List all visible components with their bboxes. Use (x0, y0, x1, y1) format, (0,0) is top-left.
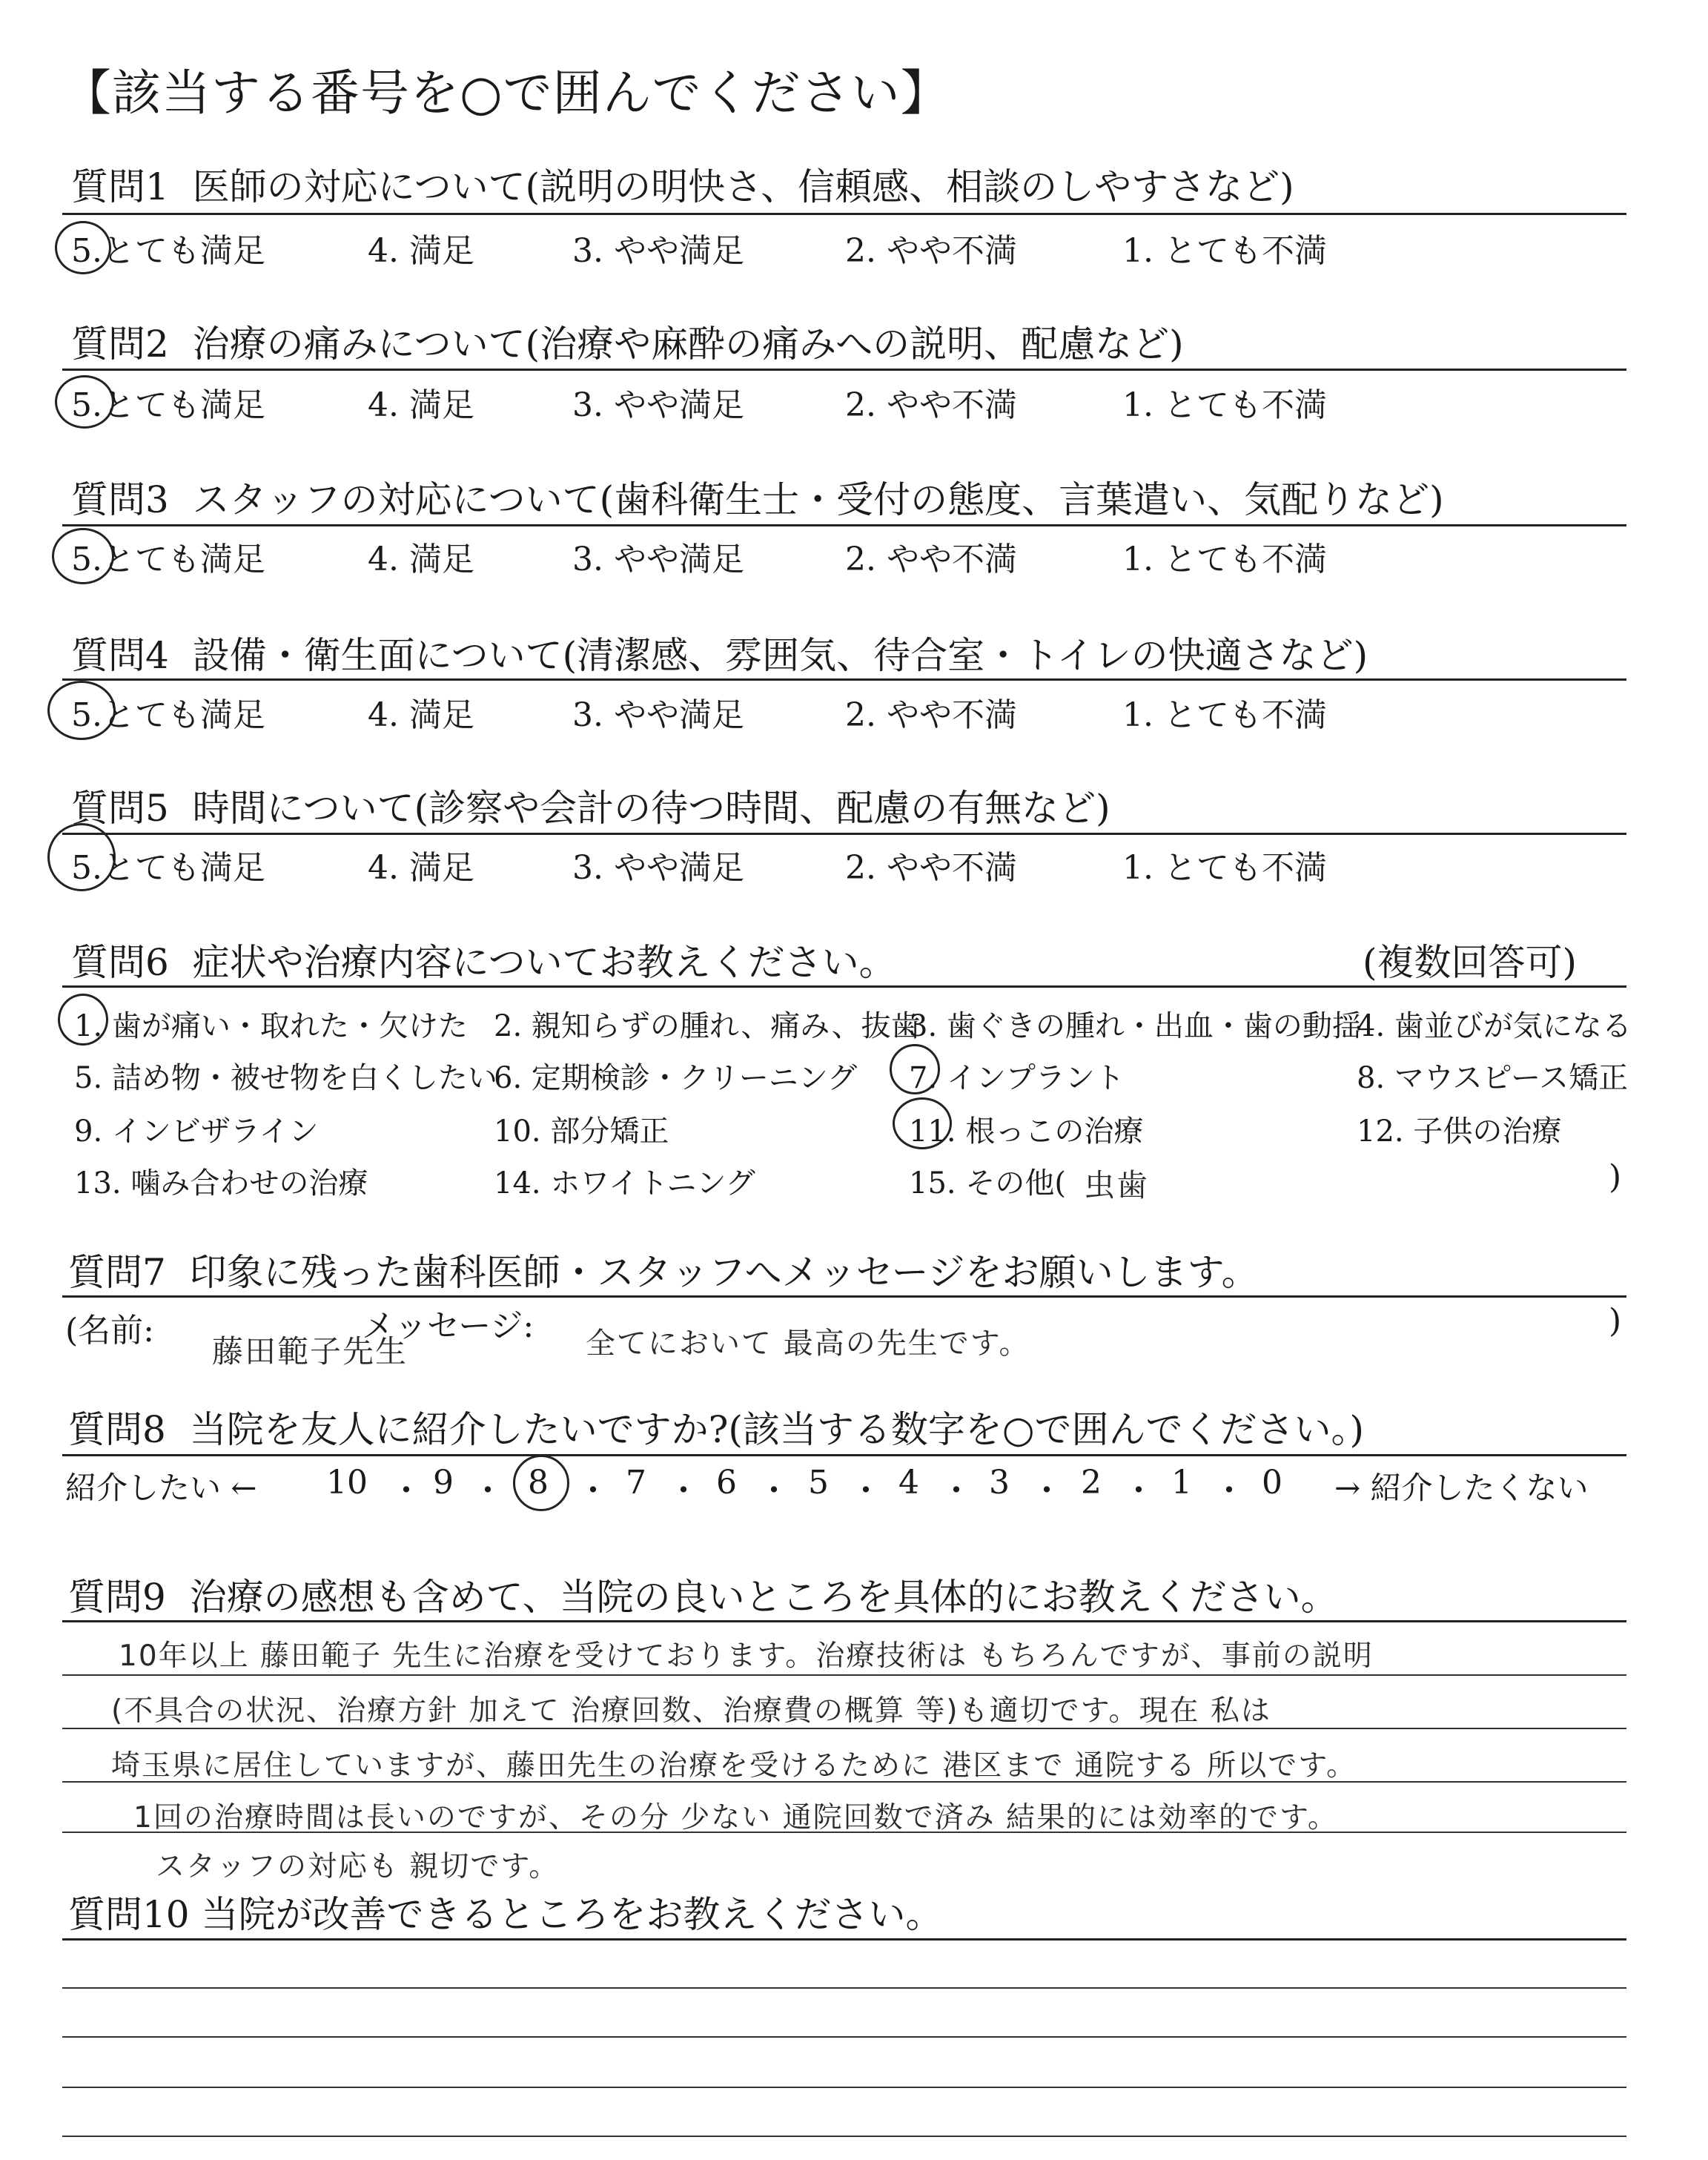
q8-dot: ・ (758, 1472, 790, 1510)
q2-option-4[interactable]: 4. 満足 (368, 386, 474, 424)
q1-option-1[interactable]: 1. とても不満 (1122, 232, 1327, 270)
q6-option-1[interactable]: 1. 歯が痛い・取れた・欠けた (74, 1009, 468, 1043)
q8-score-0[interactable]: 0 (1262, 1464, 1282, 1502)
q8-score-7[interactable]: 7 (626, 1464, 646, 1502)
q6-option-2[interactable]: 2. 親知らずの腫れ、痛み、抜歯 (494, 1009, 921, 1043)
q6-option-13[interactable]: 13. 噛み合わせの治療 (74, 1166, 368, 1200)
q2-option-1[interactable]: 1. とても不満 (1122, 386, 1327, 424)
q3-text: スタッフの対応について(歯科衛生士・受付の態度、言葉遣い、気配りなど) (192, 478, 1444, 521)
q8-score-3[interactable]: 3 (989, 1464, 1010, 1502)
q8-dot: ・ (390, 1472, 423, 1510)
q9-answer-line-5[interactable]: スタッフの対応も 親切です。 (156, 1850, 560, 1883)
q6-option-7[interactable]: 7. インプラント (909, 1061, 1125, 1095)
q8-dot: ・ (940, 1472, 973, 1510)
q8-score-4[interactable]: 4 (898, 1464, 919, 1502)
q3-label: 質問3 (71, 478, 169, 521)
q2-option-2[interactable]: 2. やや不満 (845, 386, 1017, 424)
q3-option-5[interactable]: 5.とても満足 (71, 541, 265, 578)
q6-option-4[interactable]: 4. 歯並びが気になる (1357, 1009, 1632, 1043)
q5-option-3[interactable]: 3. やや満足 (572, 849, 744, 887)
q8-dot: ・ (850, 1472, 882, 1510)
q6-option-11[interactable]: 11. 根っこの治療 (909, 1114, 1144, 1149)
q4-text: 設備・衛生面について(清潔感、雰囲気、待合室・トイレの快適さなど) (192, 634, 1368, 677)
q3-option-3[interactable]: 3. やや満足 (572, 541, 744, 578)
q7-close-paren: ) (1609, 1302, 1622, 1340)
q5-heading (71, 779, 1110, 832)
q6-option-14[interactable]: 14. ホワイトニング (494, 1166, 755, 1200)
q8-dot: ・ (1030, 1472, 1063, 1510)
q8-divider (62, 1454, 1626, 1456)
q9-text: 治療の感想も含めて、当院の良いところを具体的にお教えください。 (189, 1576, 1338, 1619)
q1-divider (62, 213, 1626, 215)
q8-dot: ・ (1122, 1472, 1155, 1510)
q8-score-10[interactable]: 10 (326, 1464, 368, 1502)
q6-label: 質問6 (71, 941, 169, 984)
q9-answer-line-3[interactable]: 埼玉県に居住していますが、藤田先生の治療を受けるために 港区まで 通院する 所以です。 (111, 1749, 1357, 1783)
page-title: 【該当する番号を○で囲んでください】 (62, 65, 950, 122)
q5-divider (62, 833, 1626, 835)
q6-heading (71, 933, 896, 986)
q1-option-2[interactable]: 2. やや不満 (845, 232, 1017, 270)
q10-text: 当院が改善できるところをお教えください。 (201, 1893, 943, 1936)
q1-option-3[interactable]: 3. やや満足 (572, 232, 744, 270)
q6-option-3[interactable]: 3. 歯ぐきの腫れ・出血・歯の動揺 (909, 1009, 1362, 1043)
q8-dot: ・ (577, 1472, 609, 1510)
q6-option-10[interactable]: 10. 部分矯正 (494, 1114, 669, 1149)
q8-dot: ・ (1213, 1472, 1245, 1510)
q4-option-4[interactable]: 4. 満足 (368, 696, 474, 734)
q4-heading (71, 626, 1368, 679)
q6-text: 症状や治療内容についてお教えください。 (192, 941, 896, 984)
q2-divider (62, 369, 1626, 371)
q2-heading (71, 314, 1184, 368)
q6-option-15[interactable]: 15. その他( (909, 1166, 1066, 1200)
q2-text: 治療の痛みについて(治療や麻酔の痛みへの説明、配慮など) (192, 323, 1184, 366)
q9-answer-line-2[interactable]: (不具合の状況、治療方針 加えて 治療回数、治療費の概算 等)も適切です。現在 私は (111, 1694, 1271, 1728)
q7-name-value[interactable]: 藤田範子先生 (212, 1333, 408, 1370)
q8-heading (68, 1400, 1364, 1453)
q6-divider (62, 985, 1626, 988)
q4-option-5[interactable]: 5.とても満足 (71, 696, 265, 734)
q8-score-8[interactable]: 8 (528, 1464, 549, 1502)
q2-option-3[interactable]: 3. やや満足 (572, 386, 744, 424)
q5-text: 時間について(診察や会計の待つ時間、配慮の有無など) (192, 787, 1110, 830)
q9-writing-line (62, 1781, 1626, 1783)
q3-option-1[interactable]: 1. とても不満 (1122, 541, 1327, 578)
q1-text: 医師の対応について(説明の明快さ、信頼感、相談のしやすさなど) (192, 165, 1294, 208)
q6-other-answer[interactable]: 虫歯 (1084, 1167, 1150, 1203)
q8-left-label: 紹介したい ← (65, 1470, 257, 1506)
q7-heading (68, 1243, 1259, 1296)
q7-text: 印象に残った歯科医師・スタッフへメッセージをお願いします。 (189, 1251, 1259, 1294)
q4-option-1[interactable]: 1. とても不満 (1122, 696, 1327, 734)
q8-label: 質問8 (68, 1408, 166, 1451)
q1-heading (71, 157, 1294, 211)
q9-answer-line-4[interactable]: 1回の治療時間は長いのですが、その分 少ない 通院回数で済み 結果的には効率的です。 (133, 1801, 1338, 1834)
q6-option-9[interactable]: 9. インビザライン (74, 1114, 319, 1149)
q6-option-12[interactable]: 12. 子供の治療 (1357, 1114, 1562, 1149)
q8-dot: ・ (471, 1472, 504, 1510)
q5-option-1[interactable]: 1. とても不満 (1122, 849, 1327, 887)
q10-divider (62, 1938, 1626, 1941)
q2-label: 質問2 (71, 323, 169, 366)
q3-option-4[interactable]: 4. 満足 (368, 541, 474, 578)
q7-divider (62, 1295, 1626, 1298)
q1-option-5[interactable]: 5.とても満足 (71, 232, 265, 270)
q9-heading (68, 1568, 1338, 1621)
q8-score-5[interactable]: 5 (808, 1464, 829, 1502)
q6-multiple-note: (複数回答可) (1363, 941, 1578, 984)
q10-label: 質問10 (68, 1893, 190, 1936)
q8-score-9[interactable]: 9 (433, 1464, 454, 1502)
q5-option-4[interactable]: 4. 満足 (368, 849, 474, 887)
q10-writing-line (62, 2036, 1626, 2038)
q10-heading (68, 1885, 943, 1938)
q9-writing-line (62, 1728, 1626, 1729)
q7-message-label: メッセージ: (362, 1307, 534, 1345)
q10-writing-line (62, 2087, 1626, 2088)
q5-option-5[interactable]: 5.とても満足 (71, 849, 265, 887)
q3-divider (62, 524, 1626, 526)
q8-score-2[interactable]: 2 (1081, 1464, 1102, 1502)
q4-option-3[interactable]: 3. やや満足 (572, 696, 744, 734)
q9-label: 質問9 (68, 1576, 166, 1619)
q4-option-2[interactable]: 2. やや不満 (845, 696, 1017, 734)
q8-score-6[interactable]: 6 (716, 1464, 737, 1502)
q9-writing-line (62, 1674, 1626, 1676)
q4-divider (62, 678, 1626, 681)
q3-option-2[interactable]: 2. やや不満 (845, 541, 1017, 578)
q3-heading (71, 470, 1444, 524)
q9-divider (62, 1620, 1626, 1622)
q6-option-5[interactable]: 5. 詰め物・被せ物を白くしたい (74, 1061, 497, 1095)
q6-option-6[interactable]: 6. 定期検診・クリーニング (494, 1061, 858, 1095)
q5-option-2[interactable]: 2. やや不満 (845, 849, 1017, 887)
q8-score-1[interactable]: 1 (1171, 1464, 1192, 1502)
q7-message-value[interactable]: 全てにおいて 最高の先生です。 (586, 1327, 1030, 1361)
q7-name-label: (名前: (65, 1312, 154, 1350)
q1-label: 質問1 (71, 165, 169, 208)
q8-dot: ・ (667, 1472, 700, 1510)
q10-writing-line (62, 1987, 1626, 1989)
q5-label: 質問5 (71, 787, 169, 830)
q9-writing-line (62, 1832, 1626, 1833)
q1-option-4[interactable]: 4. 満足 (368, 232, 474, 270)
q7-label: 質問7 (68, 1251, 166, 1294)
q6-other-close-paren: ) (1609, 1158, 1622, 1196)
q8-text: 当院を友人に紹介したいですか?(該当する数字を○で囲んでください。) (189, 1408, 1365, 1451)
q9-answer-line-1[interactable]: 10年以上 藤田範子 先生に治療を受けております。治療技術は もちろんですが、事前の説明 (119, 1639, 1374, 1673)
q10-writing-line (62, 2136, 1626, 2137)
q2-option-5[interactable]: 5.とても満足 (71, 386, 265, 424)
q8-right-label: → 紹介したくない (1334, 1470, 1589, 1506)
q6-option-8[interactable]: 8. マウスピース矯正 (1357, 1061, 1629, 1095)
q4-label: 質問4 (71, 634, 169, 677)
